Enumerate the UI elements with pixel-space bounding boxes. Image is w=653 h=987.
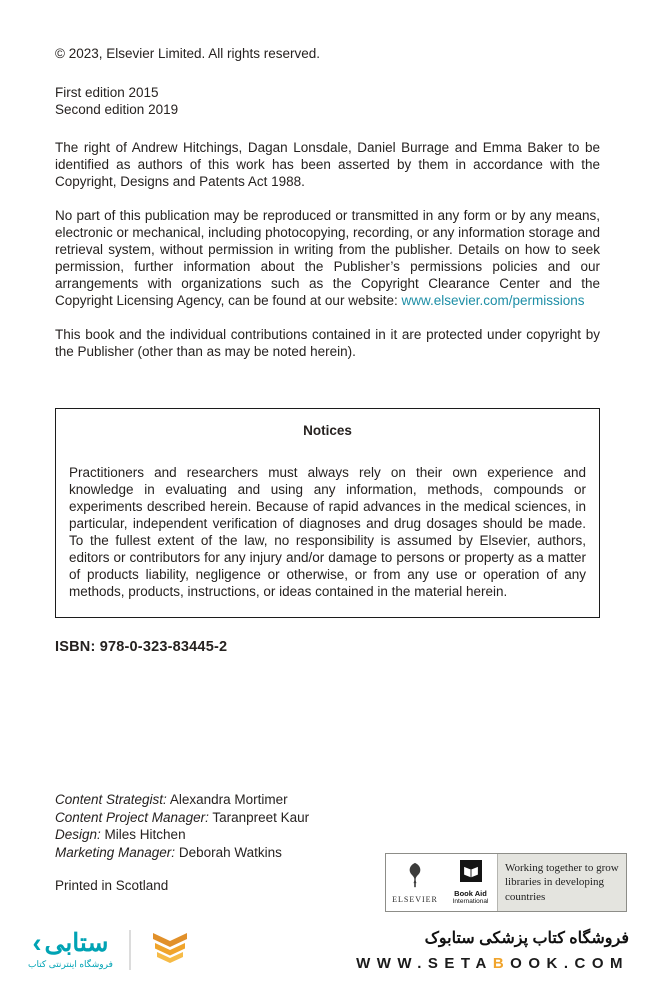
store-name-fa: فروشگاه کتاب پزشکی ستابوک <box>424 930 629 947</box>
bookaid-logo <box>444 854 498 911</box>
logo-chevron-left-icon: ‹ <box>32 928 42 958</box>
bookaid-tagline: Working together to grow libraries in developing countries <box>498 854 626 911</box>
bookaid-partnership-box <box>385 853 627 912</box>
elsevier-wordmark: ELSEVIER <box>392 894 438 904</box>
credit-value: Alexandra Mortimer <box>169 792 288 807</box>
elsevier-logo <box>386 854 444 911</box>
credit-value: Deborah Watkins <box>178 844 282 860</box>
copyright-protection-paragraph: This book and the individual contributions contained in it are protected under copyright by the Publisher (other than as may be noted herein). <box>55 327 600 359</box>
store-url <box>356 955 629 972</box>
url-highlight: B <box>492 955 511 972</box>
credit-design <box>55 826 600 844</box>
credit-label: Marketing Manager: <box>55 844 176 860</box>
credit-value: Taranpreet Kaur <box>212 809 310 825</box>
credit-value: Miles Hitchen <box>104 827 186 842</box>
url-prefix: WWW.SETA <box>356 955 493 972</box>
credit-label: Content Project Manager: <box>55 809 209 825</box>
notices-title: Notices <box>303 423 352 438</box>
bookaid-book-icon <box>460 860 482 887</box>
setabook-logo-text: ستابی <box>44 929 109 957</box>
footer-divider <box>129 930 131 970</box>
credit-label: Design: <box>55 827 101 842</box>
setabook-logo <box>28 930 113 970</box>
permissions-link[interactable]: www.elsevier.com/permissions <box>401 293 585 308</box>
bookaid-wordmark-sub: International <box>452 898 489 905</box>
credit-content-project-manager <box>55 809 600 827</box>
credits-list <box>55 791 600 861</box>
printed-in-line: Printed in Scotland <box>55 878 169 893</box>
setabook-wordmark <box>33 930 109 956</box>
notices-body: Practitioners and researchers must always rely on their own experience and knowledge in evaluating and using any information, methods, compounds or experiments described herein. Because of rapid advances in the medical sciences, in particular, independent verification of diagnoses and drug dosages should be made. To the fullest extent of the law, no responsibility is assumed by Elsevier, authors, editors or contributors for any injury and/or damage to persons or property as a matter of products liability, negligence or otherwise, or from any use or operation of any methods, products, instructions, or ideas contained in the material herein. <box>69 465 586 599</box>
authors-rights-paragraph: The right of Andrew Hitchings, Dagan Lonsdale, Daniel Burrage and Emma Baker to be identified as authors of this work has been asserted by them in accordance with the Copyright, Designs and Patents Act 1988. <box>55 140 600 189</box>
permissions-text: No part of this publication may be reproduced or transmitted in any form or by any means, electronic or mechanical, including photocopying, recording, or any information storage and retrieval system, without permission in writing from the publisher. Details on how to seek permission, further information about the Publisher’s permissions policies and our arrangements with organizations such as the Copyright Clearance Center and the Copyright Licensing Agency, can be found at our website: <box>55 208 600 308</box>
elsevier-tree-icon <box>405 862 425 893</box>
bookaid-wordmark: Book Aid <box>454 889 487 898</box>
setabook-logo-subtitle: فروشگاه اینترنتی کتاب <box>28 959 113 969</box>
notices-box <box>55 408 600 618</box>
footer-store-text <box>356 928 629 972</box>
permissions-paragraph <box>55 207 600 309</box>
edition-line-second: Second edition 2019 <box>55 102 179 117</box>
setabook-watermark-footer <box>0 919 653 987</box>
isbn-line: ISBN: 978-0-323-83445-2 <box>55 639 228 655</box>
url-suffix: OOK.COM <box>510 955 629 972</box>
edition-history <box>55 84 600 118</box>
credit-content-strategist <box>55 791 600 809</box>
edition-line-first: First edition 2015 <box>55 85 159 100</box>
copyright-line: © 2023, Elsevier Limited. All rights reserved. <box>55 46 321 61</box>
chevron-stack-icon <box>147 925 193 976</box>
credit-label: Content Strategist: <box>55 792 167 807</box>
